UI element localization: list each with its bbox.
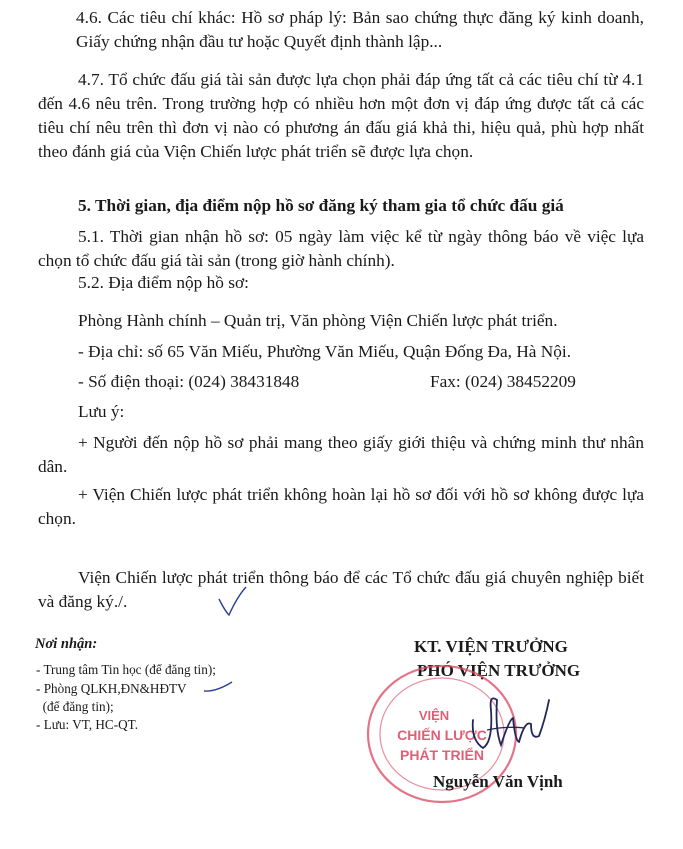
svg-text:PHÁT TRIỂN: PHÁT TRIỂN — [400, 747, 484, 763]
signature-title-2: PHÓ VIỆN TRƯỞNG — [417, 661, 581, 680]
recipients-title: Nơi nhận: — [35, 636, 98, 652]
recipient-item: (để đăng tin); — [36, 699, 114, 714]
paragraph-4-7-text: 4.7. Tổ chức đấu giá tài sản được lựa chọn phải đáp ứng tất cả các tiêu chí từ 4.1 đến 4.6 nêu trên. Trong trường hợp có nhiều hơn một đơn vị đáp ứng được tất cả các tiêu chí nêu trên thì đơn vị nào có phương án đấu giá khả thi, hiệu quả, phù hợp nhất theo đánh giá của Viện Chiến lược phát triển sẽ được lựa chọn. — [38, 70, 644, 161]
address-line: - Địa chỉ: số 65 Văn Miếu, Phường Văn Miếu, Quận Đống Đa, Hà Nội. — [78, 342, 572, 361]
section-5-heading: 5. Thời gian, địa điểm nộp hồ sơ đăng ký tham gia tổ chức đấu giá — [78, 196, 564, 215]
office-line: Phòng Hành chính – Quản trị, Văn phòng Viện Chiến lược phát triển. — [78, 311, 558, 330]
recipient-item: - Phòng QLKH,ĐN&HĐTV — [36, 681, 187, 696]
paragraph-5-2: 5.2. Địa điểm nộp hồ sơ: — [78, 273, 249, 292]
phone-line: - Số điện thoại: (024) 38431848 — [78, 372, 300, 391]
fax-line: Fax: (024) 38452209 — [430, 372, 576, 391]
paragraph-5-1 — [38, 225, 644, 273]
check-mark-icon — [215, 585, 249, 619]
note-label: Lưu ý: — [78, 402, 125, 421]
recipient-item: - Trung tâm Tin học (để đăng tin); — [36, 662, 216, 677]
check-mark-icon — [202, 680, 236, 696]
signature-title-1: KT. VIỆN TRƯỞNG — [414, 637, 568, 656]
note-2-text: + Viện Chiến lược phát triển không hoàn lại hồ sơ đối với hồ sơ không được lựa chọn. — [38, 485, 644, 528]
signer-name: Nguyễn Văn Vịnh — [433, 772, 563, 791]
paragraph-4-6-text: 4.6. Các tiêu chí khác: Hồ sơ pháp lý: Bản sao chứng thực đăng ký kinh doanh, Giấy chứng nhận đầu tư hoặc Quyết định thành lập... — [76, 8, 644, 51]
paragraph-5-1-text: 5.1. Thời gian nhận hồ sơ: 05 ngày làm việc kể từ ngày thông báo về việc lựa chọn tổ chức đấu giá tài sản (trong giờ hành chính). — [38, 227, 644, 270]
closing-text: Viện Chiến lược phát triển thông báo để các Tổ chức đấu giá chuyên nghiệp biết và đăng ký./. — [38, 568, 644, 611]
recipient-item: - Lưu: VT, HC-QT. — [36, 717, 139, 732]
svg-text:CHIẾN LƯỢC: CHIẾN LƯỢC — [397, 727, 487, 743]
closing-paragraph — [38, 566, 644, 614]
paragraph-4-7 — [38, 68, 644, 164]
note-2 — [38, 483, 644, 531]
paragraph-4-6 — [76, 6, 644, 54]
note-1-text: + Người đến nộp hồ sơ phải mang theo giấy giới thiệu và chứng minh thư nhân dân. — [38, 433, 644, 476]
svg-text:VIỆN: VIỆN — [418, 708, 450, 723]
note-1 — [38, 431, 644, 479]
handwritten-signature — [465, 690, 555, 760]
